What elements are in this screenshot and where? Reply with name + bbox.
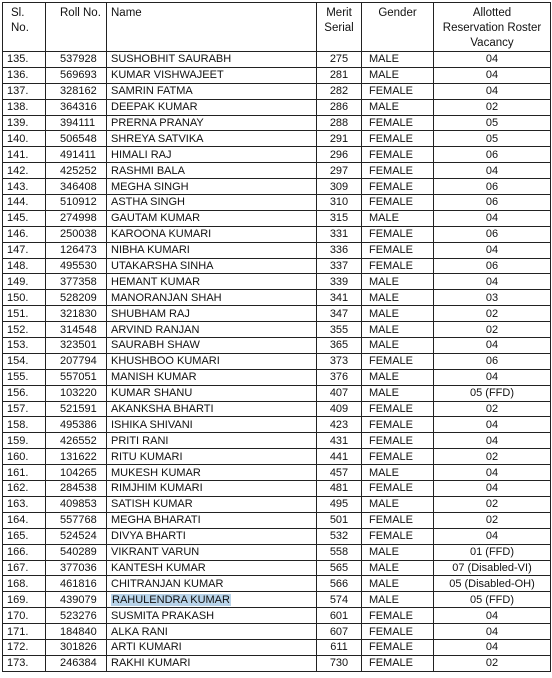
sl-cell: 148. [3,258,46,274]
roll-no-cell: 439079 [46,592,107,608]
table-row [3,163,551,179]
name-cell: SUSHOBHIT SAURABH [107,52,317,68]
roster-vacancy-cell: 06 [434,226,551,242]
table-row [3,481,551,497]
table-row [3,449,551,465]
roster-vacancy-cell: 04 [434,242,551,258]
roster-vacancy-cell: 04 [434,369,551,385]
sl-cell: 142. [3,163,46,179]
roster-vacancy-cell: 02 [434,401,551,417]
name-cell: RIMJHIM KUMARI [107,481,317,497]
roster-vacancy-cell: 04 [434,465,551,481]
name-cell: KHUSHBOO KUMARI [107,353,317,369]
name-cell: RASHMI BALA [107,163,317,179]
sl-cell: 145. [3,210,46,226]
merit-serial-cell: 607 [317,624,362,640]
gender-cell: MALE [362,99,434,115]
header-roster-line2: Reservation Roster [442,22,542,34]
table-row [3,544,551,560]
table-row [3,385,551,401]
merit-serial-cell: 275 [317,52,362,68]
name-cell: MEGHA BHARATI [107,512,317,528]
table-row [3,496,551,512]
name-cell: MUKESH KUMAR [107,465,317,481]
table-row [3,433,551,449]
name-cell: HEMANT KUMAR [107,274,317,290]
roll-no-cell: 461816 [46,576,107,592]
gender-cell: MALE [362,67,434,83]
header-roster-line1: Allotted [472,7,512,19]
header-merit-line2: Serial [324,22,354,34]
merit-serial-cell: 296 [317,147,362,163]
sl-cell: 155. [3,369,46,385]
table-row [3,639,551,655]
gender-cell: FEMALE [362,401,434,417]
roll-no-cell: 409853 [46,496,107,512]
merit-serial-cell: 423 [317,417,362,433]
sl-cell: 140. [3,131,46,147]
roll-no-cell: 495386 [46,417,107,433]
header-name: Name [107,3,317,52]
roll-no-cell: 495530 [46,258,107,274]
header-sl-no [3,3,46,52]
roll-no-cell: 184840 [46,624,107,640]
roll-no-cell: 131622 [46,449,107,465]
sl-cell: 156. [3,385,46,401]
sl-cell: 169. [3,592,46,608]
table-row [3,322,551,338]
name-cell: SATISH KUMAR [107,496,317,512]
roll-no-cell: 425252 [46,163,107,179]
gender-cell: MALE [362,385,434,401]
sl-cell: 167. [3,560,46,576]
roster-vacancy-cell: 06 [434,179,551,195]
merit-serial-cell: 407 [317,385,362,401]
gender-cell: MALE [362,306,434,322]
sl-cell: 168. [3,576,46,592]
sl-cell: 149. [3,274,46,290]
name-cell: CHITRANJAN KUMAR [107,576,317,592]
gender-cell: MALE [362,592,434,608]
gender-cell: FEMALE [362,433,434,449]
roll-no-cell: 250038 [46,226,107,242]
sl-cell: 135. [3,52,46,68]
roll-no-cell: 521591 [46,401,107,417]
table-row [3,83,551,99]
roll-no-cell: 323501 [46,338,107,354]
name-cell: SHREYA SATVIKA [107,131,317,147]
merit-serial-cell: 365 [317,338,362,354]
name-cell: DIVYA BHARTI [107,528,317,544]
merit-serial-cell: 347 [317,306,362,322]
gender-cell: FEMALE [362,242,434,258]
gender-cell: MALE [362,560,434,576]
header-sl-line2: No. [11,22,29,34]
roll-no-cell: 523276 [46,608,107,624]
table-row [3,560,551,576]
merit-serial-cell: 457 [317,465,362,481]
sl-cell: 173. [3,655,46,671]
gender-cell: FEMALE [362,131,434,147]
roll-no-cell: 537928 [46,52,107,68]
sl-cell: 143. [3,179,46,195]
table-row [3,258,551,274]
table-row [3,67,551,83]
roll-no-cell: 103220 [46,385,107,401]
sl-cell: 172. [3,639,46,655]
roll-no-cell: 314548 [46,322,107,338]
sl-cell: 158. [3,417,46,433]
name-cell: MEGHA SINGH [107,179,317,195]
roll-no-cell: 346408 [46,179,107,195]
name-cell: VIKRANT VARUN [107,544,317,560]
roll-no-cell: 126473 [46,242,107,258]
merit-serial-cell: 501 [317,512,362,528]
sl-cell: 160. [3,449,46,465]
merit-serial-cell: 532 [317,528,362,544]
header-row [3,3,551,52]
gender-cell: MALE [362,369,434,385]
roster-vacancy-cell: 04 [434,338,551,354]
roster-vacancy-cell: 04 [434,433,551,449]
sl-cell: 164. [3,512,46,528]
merit-serial-cell: 315 [317,210,362,226]
name-cell: HIMALI RAJ [107,147,317,163]
gender-cell: MALE [362,496,434,512]
table-row [3,306,551,322]
gender-cell: FEMALE [362,639,434,655]
gender-cell: MALE [362,322,434,338]
roll-no-cell: 301826 [46,639,107,655]
sl-cell: 146. [3,226,46,242]
name-cell: KUMAR SHANU [107,385,317,401]
roll-no-cell: 364316 [46,99,107,115]
gender-cell: FEMALE [362,179,434,195]
merit-serial-cell: 297 [317,163,362,179]
sl-cell: 144. [3,195,46,211]
roster-vacancy-cell: 02 [434,322,551,338]
name-cell: ALKA RANI [107,624,317,640]
merit-serial-cell: 481 [317,481,362,497]
sl-cell: 159. [3,433,46,449]
roll-no-cell: 528209 [46,290,107,306]
table-row [3,512,551,528]
roster-vacancy-cell: 02 [434,496,551,512]
gender-cell: FEMALE [362,512,434,528]
name-cell: SAURABH SHAW [107,338,317,354]
roll-no-cell: 284538 [46,481,107,497]
table-row [3,210,551,226]
merit-serial-cell: 431 [317,433,362,449]
roster-vacancy-cell: 01 (FFD) [434,544,551,560]
merit-serial-cell: 310 [317,195,362,211]
merit-serial-cell: 282 [317,83,362,99]
roster-vacancy-cell: 04 [434,639,551,655]
merit-serial-cell: 341 [317,290,362,306]
name-cell: DEEPAK KUMAR [107,99,317,115]
name-cell: ARTI KUMARI [107,639,317,655]
merit-serial-cell: 376 [317,369,362,385]
roll-no-cell: 510912 [46,195,107,211]
table-row [3,242,551,258]
roster-vacancy-cell: 04 [434,67,551,83]
merit-serial-cell: 611 [317,639,362,655]
gender-cell: FEMALE [362,353,434,369]
roll-no-cell: 207794 [46,353,107,369]
sl-cell: 157. [3,401,46,417]
roll-no-cell: 104265 [46,465,107,481]
name-cell: MANISH KUMAR [107,369,317,385]
highlighted-name: RAHULENDRA KUMAR [112,593,230,606]
sl-cell: 170. [3,608,46,624]
roll-no-cell: 557051 [46,369,107,385]
table-row [3,179,551,195]
sl-cell: 171. [3,624,46,640]
roll-no-cell: 394111 [46,115,107,131]
name-cell: KANTESH KUMAR [107,560,317,576]
name-cell: KUMAR VISHWAJEET [107,67,317,83]
merit-serial-cell: 373 [317,353,362,369]
name-cell: NIBHA KUMARI [107,242,317,258]
gender-cell: MALE [362,52,434,68]
gender-cell: FEMALE [362,449,434,465]
roster-vacancy-cell: 05 (FFD) [434,385,551,401]
roster-vacancy-cell: 06 [434,258,551,274]
gender-cell: FEMALE [362,608,434,624]
merit-serial-cell: 409 [317,401,362,417]
table-row [3,624,551,640]
gender-cell: FEMALE [362,115,434,131]
gender-cell: FEMALE [362,226,434,242]
roster-vacancy-cell: 06 [434,195,551,211]
table-row [3,417,551,433]
roll-no-cell: 328162 [46,83,107,99]
table-row [3,226,551,242]
table-row [3,147,551,163]
gender-cell: MALE [362,576,434,592]
document-page [0,2,552,678]
table-row [3,290,551,306]
name-cell: PRERNA PRANAY [107,115,317,131]
merit-serial-cell: 495 [317,496,362,512]
name-cell: PRITI RANI [107,433,317,449]
name-cell: SAMRIN FATMA [107,83,317,99]
roll-no-cell: 569693 [46,67,107,83]
sl-cell: 138. [3,99,46,115]
roster-vacancy-cell: 04 [434,163,551,179]
table-row [3,115,551,131]
sl-cell: 153. [3,338,46,354]
table-row [3,465,551,481]
roll-no-cell: 377036 [46,560,107,576]
gender-cell: MALE [362,274,434,290]
roll-no-cell: 377358 [46,274,107,290]
roster-vacancy-cell: 05 [434,131,551,147]
merit-serial-cell: 355 [317,322,362,338]
roster-vacancy-cell: 04 [434,481,551,497]
roster-vacancy-cell: 05 (FFD) [434,592,551,608]
roster-vacancy-cell: 02 [434,655,551,671]
header-roll-no: Roll No. [46,3,107,52]
table-row [3,195,551,211]
merit-serial-cell: 331 [317,226,362,242]
table-row [3,608,551,624]
roster-vacancy-cell: 04 [434,210,551,226]
gender-cell: MALE [362,544,434,560]
gender-cell: FEMALE [362,83,434,99]
gender-cell: MALE [362,210,434,226]
header-gender: Gender [362,3,434,52]
roster-vacancy-cell: 04 [434,417,551,433]
sl-cell: 152. [3,322,46,338]
roll-no-cell: 426552 [46,433,107,449]
sl-cell: 139. [3,115,46,131]
name-cell: ASTHA SINGH [107,195,317,211]
roll-no-cell: 246384 [46,655,107,671]
roll-no-cell: 540289 [46,544,107,560]
sl-cell: 161. [3,465,46,481]
roster-vacancy-cell: 07 (Disabled-VI) [434,560,551,576]
name-cell: UTAKARSHA SINHA [107,258,317,274]
name-cell: ISHIKA SHIVANI [107,417,317,433]
table-row [3,369,551,385]
gender-cell: FEMALE [362,417,434,433]
merit-serial-cell: 288 [317,115,362,131]
sl-cell: 150. [3,290,46,306]
merit-serial-cell: 441 [317,449,362,465]
merit-serial-cell: 566 [317,576,362,592]
roll-no-cell: 557768 [46,512,107,528]
gender-cell: MALE [362,290,434,306]
gender-cell: FEMALE [362,258,434,274]
roster-vacancy-cell: 02 [434,449,551,465]
merit-serial-cell: 336 [317,242,362,258]
gender-cell: FEMALE [362,624,434,640]
name-cell: KAROONA KUMARI [107,226,317,242]
header-roster-line3: Vacancy [470,37,514,49]
sl-cell: 163. [3,496,46,512]
merit-serial-cell: 281 [317,67,362,83]
roster-vacancy-cell: 06 [434,147,551,163]
name-cell: ARVIND RANJAN [107,322,317,338]
table-row [3,131,551,147]
roster-vacancy-cell: 05 [434,115,551,131]
roll-no-cell: 321830 [46,306,107,322]
name-cell: SHUBHAM RAJ [107,306,317,322]
merit-serial-cell: 291 [317,131,362,147]
merit-serial-cell: 558 [317,544,362,560]
roll-no-cell: 506548 [46,131,107,147]
sl-cell: 154. [3,353,46,369]
sl-cell: 162. [3,481,46,497]
roster-vacancy-cell: 02 [434,99,551,115]
name-cell: SUSMITA PRAKASH [107,608,317,624]
sl-cell: 165. [3,528,46,544]
roster-vacancy-cell: 04 [434,83,551,99]
name-cell: MANORANJAN SHAH [107,290,317,306]
roster-vacancy-cell: 06 [434,353,551,369]
gender-cell: FEMALE [362,147,434,163]
sl-cell: 151. [3,306,46,322]
roster-vacancy-cell: 04 [434,608,551,624]
name-cell [107,592,317,608]
header-sl-line1: Sl. [11,7,25,19]
name-cell: AKANKSHA BHARTI [107,401,317,417]
gender-cell: MALE [362,338,434,354]
table-row [3,655,551,671]
header-roster-vacancy [434,3,551,52]
sl-cell: 141. [3,147,46,163]
merit-serial-cell: 601 [317,608,362,624]
table-header [3,3,551,52]
gender-cell: FEMALE [362,195,434,211]
gender-cell: FEMALE [362,655,434,671]
roster-vacancy-cell: 04 [434,528,551,544]
table-row [3,338,551,354]
roll-no-cell: 524524 [46,528,107,544]
roster-vacancy-cell: 02 [434,512,551,528]
name-cell: RAKHI KUMARI [107,655,317,671]
name-cell: RITU KUMARI [107,449,317,465]
roll-no-cell: 274998 [46,210,107,226]
sl-cell: 166. [3,544,46,560]
merit-serial-cell: 309 [317,179,362,195]
header-merit-line1: Merit [326,7,352,19]
merit-serial-cell: 286 [317,99,362,115]
table-row [3,52,551,68]
roster-vacancy-cell: 04 [434,52,551,68]
merit-serial-cell: 337 [317,258,362,274]
roll-no-cell: 491411 [46,147,107,163]
table-row [3,576,551,592]
merit-list-table [2,2,551,672]
roster-vacancy-cell: 05 (Disabled-OH) [434,576,551,592]
name-cell: GAUTAM KUMAR [107,210,317,226]
gender-cell: MALE [362,465,434,481]
table-row [3,401,551,417]
roster-vacancy-cell: 02 [434,306,551,322]
sl-cell: 147. [3,242,46,258]
gender-cell: FEMALE [362,481,434,497]
merit-serial-cell: 574 [317,592,362,608]
merit-serial-cell: 339 [317,274,362,290]
header-merit-serial [317,3,362,52]
gender-cell: FEMALE [362,528,434,544]
sl-cell: 137. [3,83,46,99]
table-row [3,353,551,369]
merit-serial-cell: 565 [317,560,362,576]
table-body [3,52,551,672]
table-row [3,528,551,544]
merit-serial-cell: 730 [317,655,362,671]
table-row [3,99,551,115]
sl-cell: 136. [3,67,46,83]
table-row [3,592,551,608]
table-row [3,274,551,290]
roster-vacancy-cell: 04 [434,624,551,640]
gender-cell: FEMALE [362,163,434,179]
roster-vacancy-cell: 03 [434,290,551,306]
roster-vacancy-cell: 04 [434,274,551,290]
